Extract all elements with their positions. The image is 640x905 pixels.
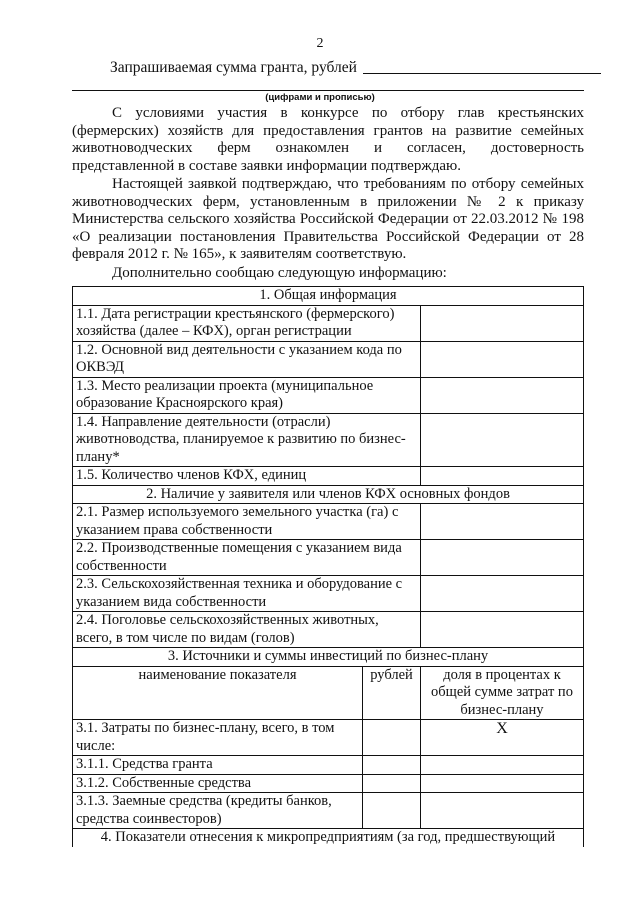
section2-title: 2. Наличие у заявителя или членов КФХ основных фондов: [73, 485, 584, 504]
share-cell: [421, 774, 584, 793]
row-label: 1.2. Основной вид деятельности с указанием кода по ОКВЭД: [73, 341, 421, 377]
row-label: 1.5. Количество членов КФХ, единиц: [73, 467, 421, 486]
paragraph-conditions: С условиями участия в конкурсе по отбору глав крестьянских (фермерских) хозяйств для предоставления грантов на развитие семейных животноводческих ферм ознакомлен и согласен, достоверность представленной в составе заявки информации подтверждаю.: [72, 105, 584, 174]
row-label: 1.4. Направление деятельности (отрасли) животноводства, планируемое к развитию по бизнес-плану*: [73, 413, 421, 467]
rubles-cell: [363, 793, 421, 829]
section-header-row: [73, 485, 584, 504]
table-row: [73, 793, 584, 829]
value-cell: [421, 341, 584, 377]
header-share-percent: доля в процентах к общей сумме затрат по бизнес-плану: [421, 666, 584, 720]
share-cell: [421, 756, 584, 775]
share-cell: X: [421, 720, 584, 756]
section-header-row: [73, 287, 584, 306]
table-row: [73, 720, 584, 756]
section4-title: 4. Показатели отнесения к микропредприятиям (за год, предшествующий: [73, 829, 584, 847]
row-label: 3.1.1. Средства гранта: [73, 756, 363, 775]
grant-amount-blank: [363, 58, 601, 74]
grant-amount-line: [110, 58, 601, 77]
value-cell: [421, 413, 584, 467]
table-row: [73, 504, 584, 540]
table-row: [73, 540, 584, 576]
row-label: 1.3. Место реализации проекта (муниципальное образование Красноярского края): [73, 377, 421, 413]
table-row: [73, 377, 584, 413]
header-indicator-name: наименование показателя: [73, 666, 363, 720]
table-row: [73, 467, 584, 486]
share-cell: [421, 793, 584, 829]
table-row: [73, 576, 584, 612]
page-number: 2: [316, 36, 324, 51]
value-cell: [421, 467, 584, 486]
row-label: 3.1.2. Собственные средства: [73, 774, 363, 793]
value-cell: [421, 305, 584, 341]
grant-amount-rule: [72, 90, 584, 91]
table-row: [73, 413, 584, 467]
header-rubles: рублей: [363, 666, 421, 720]
section-header-row: [73, 829, 584, 847]
value-cell: [421, 612, 584, 648]
row-label: 2.1. Размер используемого земельного участка (га) с указанием права собственности: [73, 504, 421, 540]
table-row: [73, 756, 584, 775]
row-label: 1.1. Дата регистрации крестьянского (фермерского) хозяйства (далее – КФХ), орган регистрации: [73, 305, 421, 341]
value-cell: [421, 540, 584, 576]
value-cell: [421, 576, 584, 612]
table-row: [73, 612, 584, 648]
column-header-row: [73, 666, 584, 720]
row-label: 3.1.3. Заемные средства (кредиты банков, средства соинвесторов): [73, 793, 363, 829]
row-label: 2.2. Производственные помещения с указанием вида собственности: [73, 540, 421, 576]
grant-amount-caption: (цифрами и прописью): [265, 92, 375, 103]
rubles-cell: [363, 720, 421, 756]
table-row: [73, 341, 584, 377]
section1-title: 1. Общая информация: [73, 287, 584, 306]
row-label: 2.3. Сельскохозяйственная техника и оборудование с указанием вида собственности: [73, 576, 421, 612]
application-info-table: [72, 286, 584, 847]
table-row: [73, 774, 584, 793]
section3-title: 3. Источники и суммы инвестиций по бизнес-плану: [73, 648, 584, 667]
row-label: 3.1. Затраты по бизнес-плану, всего, в том числе:: [73, 720, 363, 756]
paragraph-additional-info: Дополнительно сообщаю следующую информацию:: [112, 265, 447, 281]
row-label: 2.4. Поголовье сельскохозяйственных животных, всего, в том числе по видам (голов): [73, 612, 421, 648]
rubles-cell: [363, 774, 421, 793]
paragraph-confirmation: Настоящей заявкой подтверждаю, что требованиям по отбору семейных животноводческих ферм, установленным в приложении № 2 к приказу Министерства сельского хозяйства Российской Федерации от 22.03.2012 № 198 «О реализации постановления Правительства Российской Федерации от 28 февраля 2012 г. № 165», к заявителям соответствую.: [72, 176, 584, 262]
rubles-cell: [363, 756, 421, 775]
value-cell: [421, 504, 584, 540]
grant-amount-label: Запрашиваемая сумма гранта, рублей: [110, 59, 357, 76]
section-header-row: [73, 648, 584, 667]
table-row: [73, 305, 584, 341]
value-cell: [421, 377, 584, 413]
